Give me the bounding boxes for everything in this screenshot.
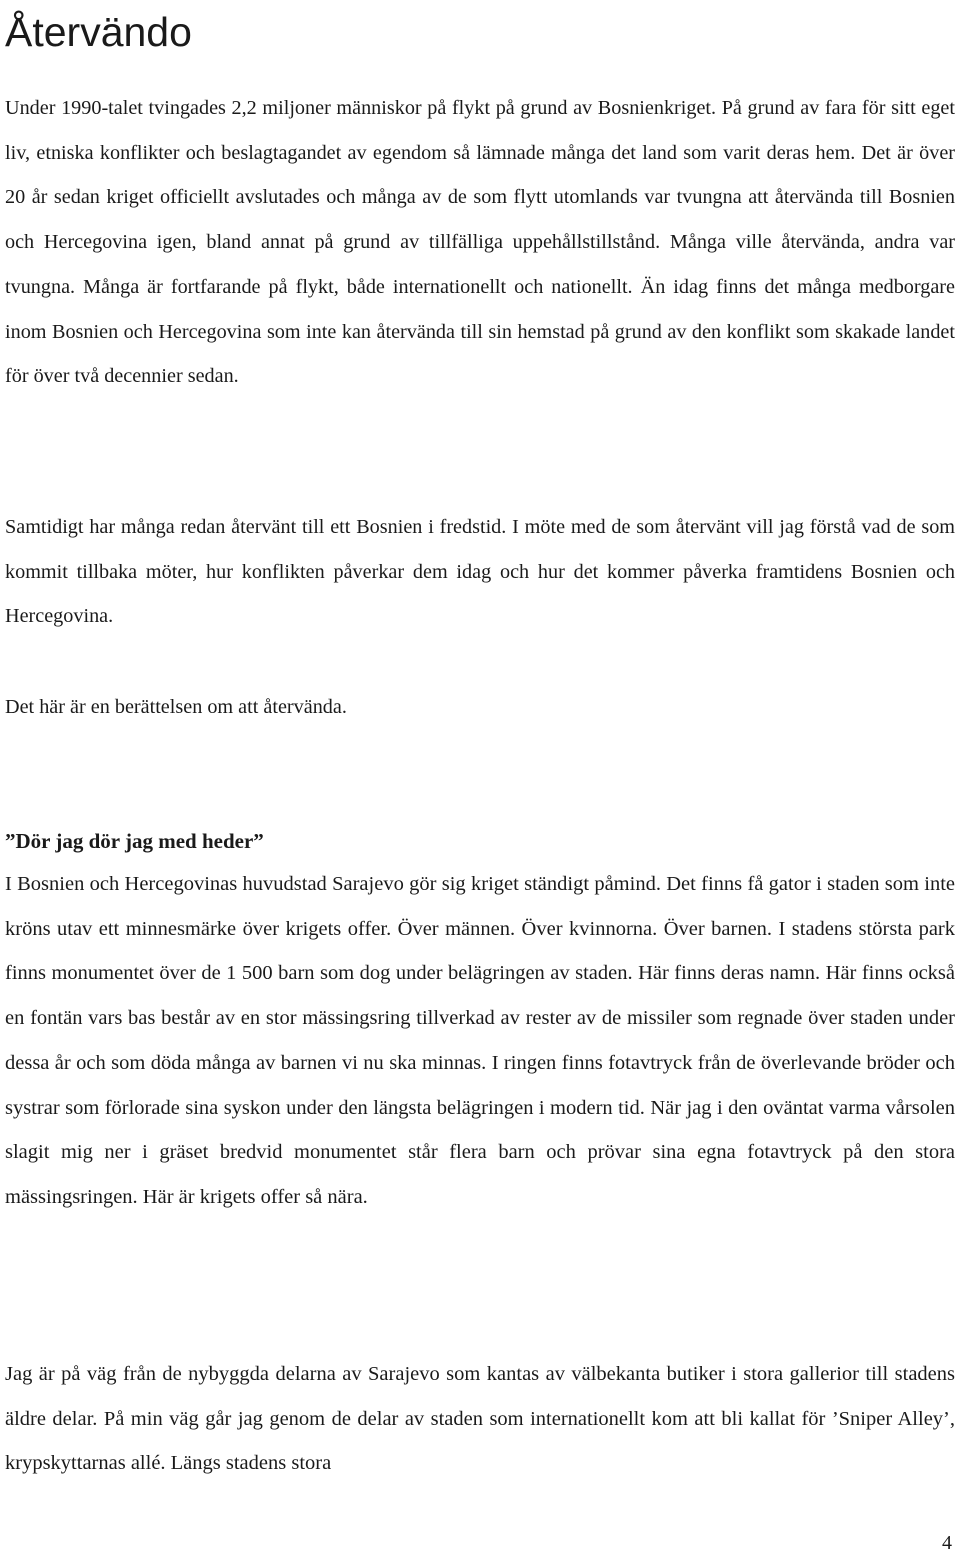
page-title: Återvändo (5, 9, 192, 55)
intro-paragraph-3: Det här är en berättelsen om att återvända. (5, 696, 347, 718)
section-paragraph-1: I Bosnien och Hercegovinas huvudstad Sarajevo gör sig kriget ständigt påmind. Det finns få gator i staden som inte kröns utav ett minnesmärke över krigets offer. Över männen. Över kvinnorna. Över barnen. I stadens största park finns monumentet över de 1 500 barn som dog under belägringen av staden. Här finns deras namn. Här finns också en fontän vars bas består av en stor mässingsring tillverkad av rester av de missiler som regnade över staden under dessa år och som döda många av barnen vi nu ska minnas. I ringen finns fotavtryck från de överlevande bröder och systrar som förlorade sina syskon under den längsta belägringen i modern tid. När jag i den oväntat varma vårsolen slagit mig ner i gräset bredvid monumentet står flera barn och prövar sina egna fotavtryck på den stora mässingsringen. Här är krigets offer så nära. (5, 873, 955, 1208)
section-paragraph-2: Jag är på väg från de nybyggda delarna av Sarajevo som kantas av välbekanta butiker i stora gallerior till stadens äldre delar. På min väg går jag genom de delar av staden som internationellt kom att bli kallat för ’Sniper Alley’, krypskyttarnas allé. Längs stadens stora (5, 1363, 955, 1475)
intro-paragraph-2: Samtidigt har många redan återvänt till ett Bosnien i fredstid. I möte med de som återvänt vill jag förstå vad de som kommit tillbaka möter, hur konflikten påverkar dem idag och hur det kommer påverka framtidens Bosnien och Hercegovina. (5, 516, 955, 628)
page-number: 4 (942, 1532, 952, 1554)
section-heading: ”Dör jag dör jag med heder” (5, 829, 264, 853)
intro-paragraph-1: Under 1990-talet tvingades 2,2 miljoner människor på flykt på grund av Bosnienkriget. På grund av fara för sitt eget liv, etniska konflikter och beslagtagandet av egendom så lämnade många det land som varit deras hem. Det är över 20 år sedan kriget officiellt avslutades och många av de som flytt utomlands var tvungna att återvända till Bosnien och Hercegovina igen, bland annat på grund av tillfälliga uppehållstillstånd. Många ville återvända, andra var tvungna. Många är fortfarande på flykt, både internationellt och nationellt. Än idag finns det många medborgare inom Bosnien och Hercegovina som inte kan återvända till sin hemstad på grund av den konflikt som skakade landet för över två decennier sedan. (5, 97, 955, 388)
